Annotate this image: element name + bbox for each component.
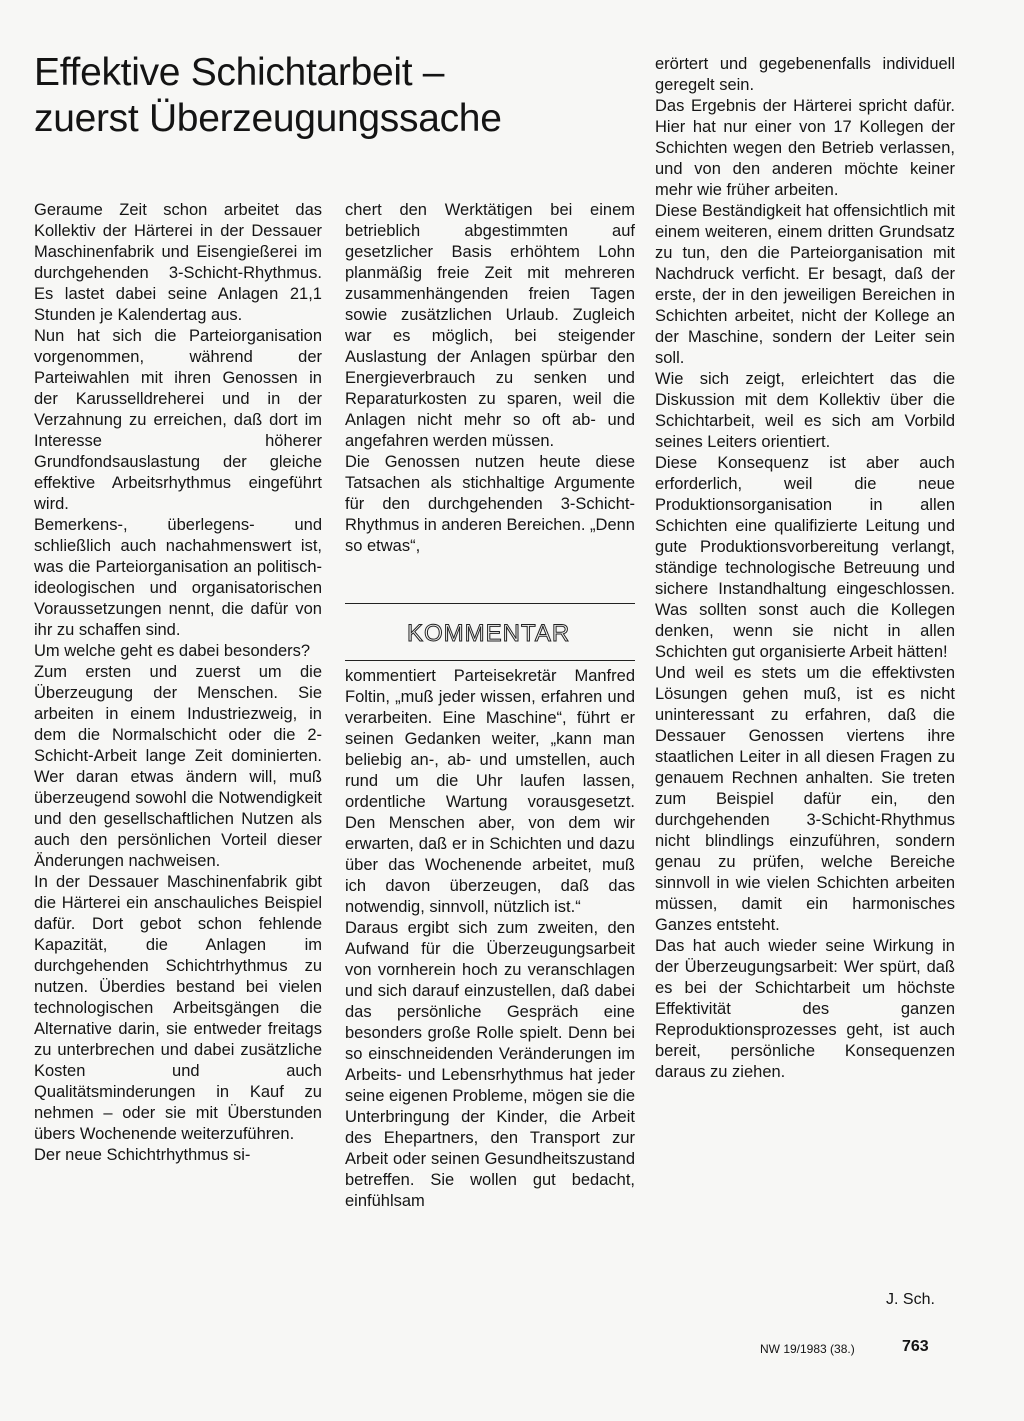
title-line-2: zuerst Überzeugungssache xyxy=(34,97,502,140)
paragraph: Geraume Zeit schon arbeitet das Kollektiv der Härterei in der Dessauer Maschinenfabrik und Eisengießerei im durchgehenden 3-Schicht-Rhythmus. Es lastet dabei seine Anlagen 21,1 Stunden je Kalendertag aus. xyxy=(34,201,322,324)
article-title xyxy=(34,50,634,142)
paragraph: chert den Werktätigen bei einem betrieblich abgestimmten auf gesetzlicher Basis erhöhtem Lohn planmäßig freie Zeit mit mehreren zusammenhängenden freien Tagen sowie zusätzlichen Urlaub. Zugleich war es möglich, bei steigender Auslastung der Anlagen spürbar den Energieverbrauch zu senken und Reparaturkosten zu sparen, weil die Anlagen nicht mehr so oft ab- und angefahren werden müssen. xyxy=(345,201,635,450)
paragraph: Diese Konsequenz ist aber auch erforderlich, weil die neue Produktionsorganisation in allen Schichten eine qualifizierte Leitung und gute Produktionsvorbereitung verlangt, ständige technologische Betreuung und sichere Instandhaltung eingeschlossen. Was sollten sonst auch die Kollegen denken, wenn sie nicht in allen Schichten gut organisierte Arbeit hätten! xyxy=(655,454,955,661)
title-line-1: Effektive Schichtarbeit – xyxy=(34,51,445,94)
paragraph: Das Ergebnis der Härterei spricht dafür. Hier hat nur einer von 17 Kollegen der Schichten wegen den Betrieb verlassen, und von den anderen möchte keiner mehr wie früher arbeiten. xyxy=(655,97,955,199)
paragraph: erörtert und gegebenenfalls individuell geregelt sein. xyxy=(655,55,955,94)
paragraph: Der neue Schichtrhythmus si- xyxy=(34,1146,251,1164)
page-number: 763 xyxy=(902,1338,929,1355)
paragraph: Bemerkens-, überlegens- und schließlich auch nachahmenswert ist, was die Parteiorganisation an politisch-ideologischen und organisatorischen Voraussetzungen nennt, die dafür von ihr zu schaffen sind. xyxy=(34,516,322,639)
paragraph: Nun hat sich die Parteiorganisation vorgenommen, während der Parteiwahlen mit ihren Genossen in der Karusselldreherei und in der Verzahnung zu erreichen, daß dort im Interesse höherer Grundfondsauslastung der gleiche effektive Arbeitsrhythmus eingeführt wird. xyxy=(34,327,322,513)
kommentar-box xyxy=(345,603,635,661)
paragraph: kommentiert Parteisekretär Manfred Foltin, „muß jeder wissen, erfahren und verarbeiten. Eine Maschine“, führt er seinen Gedanken weiter, „kann man beliebig an-, ab- und umstellen, auch rund um die Uhr laufen lassen, ordentliche Wartung vorausgesetzt. Den Menschen aber, von dem wir erwarten, daß er in Schichten und dazu über das Wochenende arbeitet, muß ich davon überzeugen, daß das notwendig, sinnvoll, nützlich ist.“ xyxy=(345,667,635,916)
column-2-top xyxy=(345,200,635,557)
paragraph: In der Dessauer Maschinenfabrik gibt die Härterei ein anschauliches Beispiel dafür. Dort gebot schon fehlende Kapazität, die Anlagen im durchgehenden Schichtrhythmus zu nutzen. Überdies bestand bei vielen technologischen Arbeitsgängen die Alternative darin, sie entweder freitags zu unterbrechen und dabei zusätzliche Kosten und auch Qualitätsminderungen in Kauf zu nehmen – oder sie mit Überstunden übers Wochenende weiterzuführen. xyxy=(34,873,322,1143)
column-1 xyxy=(34,200,322,1166)
column-3 xyxy=(655,54,955,1083)
paragraph: Diese Beständigkeit hat offensichtlich mit einem weiteren, einem dritten Grundsatz zu tun, den die Parteiorganisation mit Nachdruck verficht. Er besagt, daß der erste, der in den jeweiligen Bereichen in Schichten arbeitet, nicht der Kollege an der Maschine, sondern der Leiter sein soll. xyxy=(655,202,955,367)
paragraph: Um welche geht es dabei besonders? xyxy=(34,642,311,660)
paragraph: Daraus ergibt sich zum zweiten, den Aufwand für die Überzeugungsarbeit von vornherein hoch zu veranschlagen und sich darauf einzustellen, daß dabei das persönliche Gespräch eine besonders große Rolle spielt. Denn bei so einschneidenden Veränderungen im Arbeits- und Lebensrhythmus hat jeder seine eigenen Probleme, mögen sie die Unterbringung der Kinder, die Arbeit des Ehepartners, den Transport zur Arbeit oder seinen Gesundheitszustand betreffen. Sie wollen gut bedacht, einfühlsam xyxy=(345,919,635,1210)
paragraph: Und weil es stets um die effektivsten Lösungen gehen muß, ist es nicht uninteressant zu erfahren, daß die Dessauer Genossen viertens ihre staatlichen Leiter in all diesen Fragen zu genauem Rechnen anhalten. Sie treten zum Beispiel dafür ein, den durchgehenden 3-Schicht-Rhythmus nicht blindlings einzuführen, sondern genau zu prüfen, welche Bereiche sinnvoll in wie vielen Schichten arbeiten müssen, damit ein harmonisches Ganzes entsteht. xyxy=(655,664,955,934)
author-signature: J. Sch. xyxy=(886,1291,935,1308)
paragraph: Das hat auch wieder seine Wirkung in der Überzeugungsarbeit: Wer spürt, daß es bei der Schichtarbeit um höchste Effektivität des ganzen Reproduktionsprozesses geht, ist auch bereit, persönliche Konsequenzen daraus zu ziehen. xyxy=(655,937,955,1081)
issue-reference: NW 19/1983 (38.) xyxy=(760,1342,855,1356)
paragraph: Zum ersten und zuerst um die Überzeugung der Menschen. Sie arbeiten in einem Industriezweig, in dem die Normalschicht oder die 2-Schicht-Arbeit lange Zeit dominierten. Wer daran etwas ändern will, muß überzeugend sowohl die Notwendigkeit und den gesellschaftlichen Nutzen als auch den persönlichen Vorteil dieser Änderungen nachweisen. xyxy=(34,663,322,870)
column-2-bottom xyxy=(345,666,635,1212)
kommentar-label: KOMMENTAR xyxy=(407,620,571,647)
paragraph: Wie sich zeigt, erleichtert das die Diskussion mit dem Kollektiv über die Schichtarbeit, weil es sich am Vorbild seines Leiters orientiert. xyxy=(655,370,955,451)
paragraph: Die Genossen nutzen heute diese Tatsachen als stichhaltige Argumente für den durchgehenden 3-Schicht-Rhythmus in anderen Bereichen. „Denn so etwas“, xyxy=(345,453,635,555)
